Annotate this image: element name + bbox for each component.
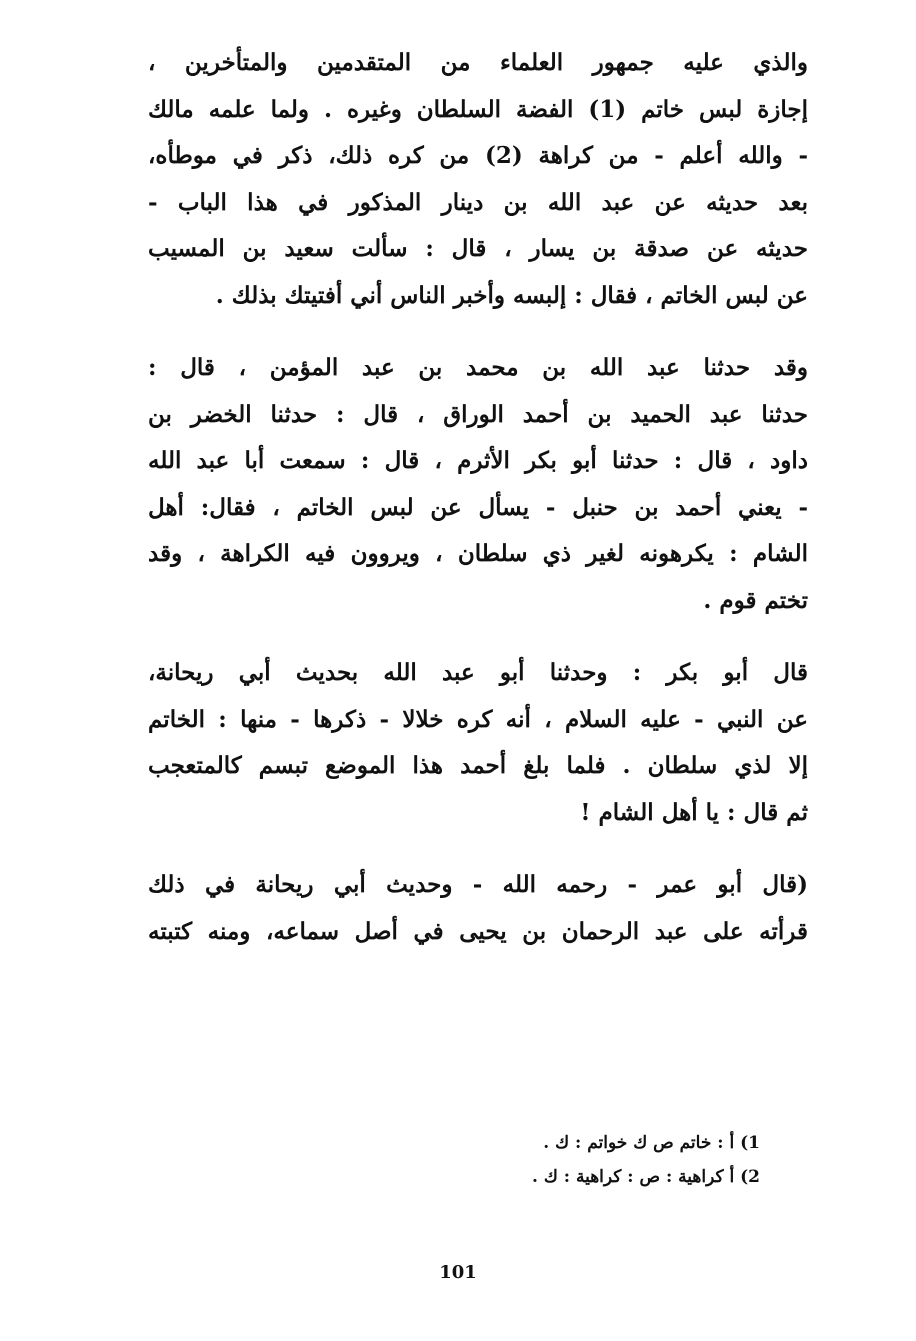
text-line: تختم قوم .	[703, 586, 808, 614]
text-line: - والله أعلم - من كراهة (2) من كره ذلك، ذكر في موطأه،	[148, 142, 808, 169]
text-line: إلا لذي سلطان . فلما بلغ أحمد هذا الموضع تبسم كالمتعجب	[148, 752, 808, 779]
paragraph-gap	[148, 624, 808, 650]
text-line: عن لبس الخاتم ، فقال : إلبسه وأخبر الناس أني أفتيتك بذلك .	[215, 281, 808, 309]
text-line: والذي عليه جمهور العلماء من المتقدمين والمتأخرين ،	[148, 49, 808, 76]
text-line: (قال أبو عمر - رحمه الله - وحديث أبي ريحانة في ذلك	[148, 871, 808, 898]
text-line: الشام : يكرهونه لغير ذي سلطان ، ويروون فيه الكراهة ، وقد	[148, 540, 808, 567]
text-line: عن النبي - عليه السلام ، أنه كره خلالا - ذكرها - منها : الخاتم	[148, 705, 808, 733]
paragraph-3	[148, 650, 808, 836]
paragraph-4	[148, 862, 808, 955]
page-number: 101	[439, 1262, 477, 1283]
text-line: إجازة لبس خاتم (1) الفضة السلطان وغيره . ولما علمه مالك	[148, 95, 808, 123]
text-line: داود ، قال : حدثنا أبو بكر الأثرم ، قال : سمعت أبا عبد الله	[148, 447, 808, 474]
text-line: ثم قال : يا أهل الشام !	[580, 798, 808, 826]
text-line: قرأته على عبد الرحمان بن يحيى في أصل سماعه، ومنه كتبته	[148, 917, 808, 945]
paragraph-gap	[148, 319, 808, 345]
text-line: حديثه عن صدقة بن يسار ، قال : سألت سعيد بن المسيب	[148, 235, 808, 262]
body-text	[148, 40, 808, 955]
paragraph-gap	[148, 836, 808, 862]
footnotes	[430, 1126, 760, 1194]
text-line: وقد حدثنا عبد الله بن محمد بن عبد المؤمن ، قال :	[148, 354, 808, 381]
text-line: حدثنا عبد الحميد بن أحمد الوراق ، قال : حدثنا الخضر بن	[148, 400, 808, 428]
paragraph-2	[148, 345, 808, 624]
text-line: بعد حديثه عن عبد الله بن دينار المذكور في هذا الباب -	[148, 188, 808, 216]
footnote-1: 1) أ : خاتم ص ك خواتم : ك .	[543, 1133, 760, 1153]
footnote-2: 2) أ كراهية : ص : كراهية : ك .	[532, 1167, 760, 1187]
text-line: - يعني أحمد بن حنبل - يسأل عن لبس الخاتم ، فقال: أهل	[148, 493, 808, 521]
text-line: قال أبو بكر : وحدثنا أبو عبد الله بحديث أبي ريحانة،	[148, 659, 808, 686]
paragraph-1	[148, 40, 808, 319]
